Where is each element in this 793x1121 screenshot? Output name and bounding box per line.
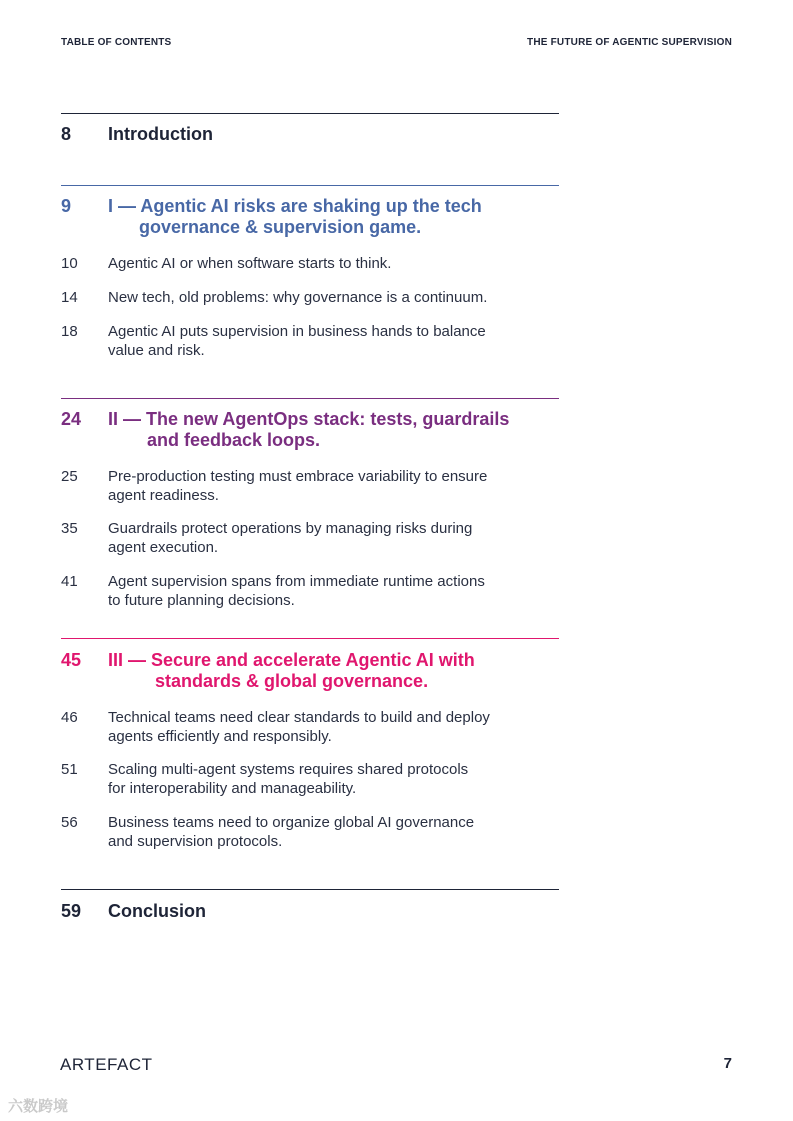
part2-item3-text[interactable] (108, 572, 528, 610)
rule-part1 (61, 185, 559, 186)
part1-item1-number[interactable]: 10 (61, 255, 78, 272)
part2-title-line1: II — The new AgentOps stack: tests, guardrails (108, 409, 510, 429)
part3-title[interactable] (108, 650, 538, 692)
header-right: THE FUTURE OF AGENTIC SUPERVISION (527, 37, 732, 48)
rule-part3 (61, 638, 559, 639)
part3-item1-line2: agents efficiently and responsibly. (108, 728, 332, 745)
part2-item3-number[interactable]: 41 (61, 573, 78, 590)
part1-page-number[interactable]: 9 (61, 196, 72, 216)
part1-item2-text[interactable] (108, 288, 528, 307)
part3-item2-text[interactable] (108, 760, 528, 798)
part3-item2-line1: Scaling multi-agent systems requires shared protocols (108, 761, 469, 778)
rule-conclusion (61, 889, 559, 890)
part1-item3-line2: value and risk. (108, 342, 205, 359)
part3-page-number[interactable]: 45 (61, 650, 82, 670)
part1-title[interactable] (108, 196, 538, 238)
part3-item3-number[interactable]: 56 (61, 814, 78, 831)
part2-page-number[interactable]: 24 (61, 409, 82, 429)
part3-item3-line2: and supervision protocols. (108, 833, 283, 850)
part2-title[interactable] (108, 409, 538, 451)
part1-title-line1: I — Agentic AI risks are shaking up the tech (108, 196, 482, 216)
part2-item1-number[interactable]: 25 (61, 468, 78, 485)
intro-title[interactable]: Introduction (108, 124, 213, 144)
part3-item3-line1: Business teams need to organize global AI governance (108, 814, 475, 831)
part1-item2-number[interactable]: 14 (61, 289, 78, 306)
watermark: 六数跨境 (8, 1098, 69, 1115)
part3-title-line2: standards & global governance. (155, 671, 429, 691)
part2-item1-text[interactable] (108, 467, 528, 505)
part2-item2-number[interactable]: 35 (61, 520, 78, 537)
part1-item3-number[interactable]: 18 (61, 323, 78, 340)
part1-item1-text[interactable] (108, 254, 528, 273)
conclusion-page-number[interactable]: 59 (61, 901, 82, 921)
part2-title-line2: and feedback loops. (147, 430, 321, 450)
part1-item2-line1: New tech, old problems: why governance is a continuum. (108, 289, 488, 306)
part2-item3-line2: to future planning decisions. (108, 592, 295, 609)
part2-item3-line1: Agent supervision spans from immediate runtime actions (108, 573, 485, 590)
part3-item1-line1: Technical teams need clear standards to build and deploy (108, 709, 490, 726)
conclusion-title[interactable]: Conclusion (108, 901, 206, 921)
header-left: TABLE OF CONTENTS (61, 37, 172, 48)
part1-title-line2: governance & supervision game. (139, 217, 422, 237)
artefact-logo: ARTEFACT (60, 1055, 153, 1074)
rule-intro (61, 113, 559, 114)
part3-item3-text[interactable] (108, 813, 528, 851)
part2-item2-text[interactable] (108, 519, 528, 557)
part1-item3-text[interactable] (108, 322, 528, 360)
rule-part2 (61, 398, 559, 399)
part3-title-line1: III — Secure and accelerate Agentic AI with (108, 650, 475, 670)
part3-item2-number[interactable]: 51 (61, 761, 78, 778)
part2-item1-line1: Pre-production testing must embrace variability to ensure (108, 468, 488, 485)
part1-item3-line1: Agentic AI puts supervision in business hands to balance (108, 323, 486, 340)
intro-page-number[interactable]: 8 (61, 124, 72, 144)
page-number: 7 (723, 1055, 732, 1072)
part3-item1-text[interactable] (108, 708, 528, 746)
part3-item1-number[interactable]: 46 (61, 709, 78, 726)
part2-item2-line1: Guardrails protect operations by managing risks during (108, 520, 473, 537)
part2-item1-line2: agent readiness. (108, 487, 219, 504)
part3-item2-line2: for interoperability and manageability. (108, 780, 357, 797)
part2-item2-line2: agent execution. (108, 539, 219, 556)
part1-item1-line1: Agentic AI or when software starts to think. (108, 255, 392, 272)
